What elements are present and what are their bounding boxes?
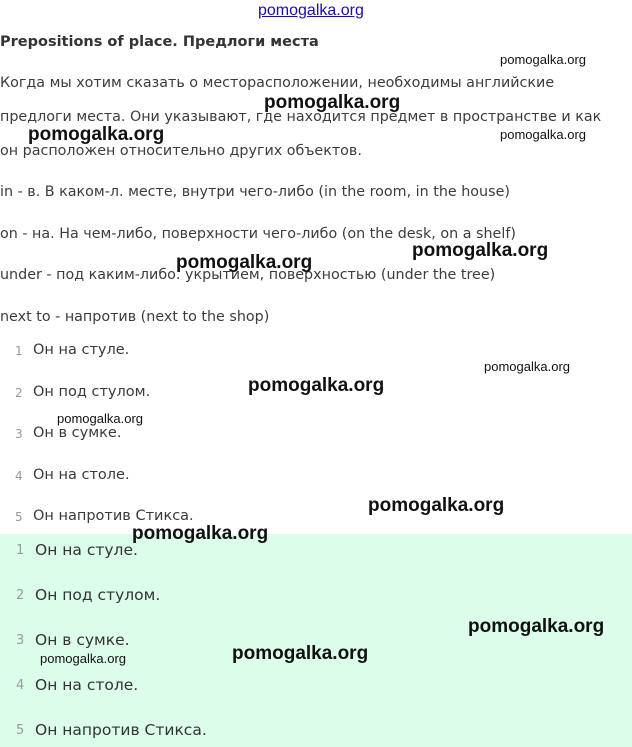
list-item-number: 1 xyxy=(15,344,23,358)
watermark: pomogalka.org xyxy=(264,92,401,113)
list-item: Он на стуле. xyxy=(35,541,138,559)
list-item-number: 4 xyxy=(16,678,25,693)
page-title: Prepositions of place. Предлоги места xyxy=(0,34,319,50)
list-item-number: 5 xyxy=(15,510,23,524)
watermark: pomogalka.org xyxy=(248,375,385,396)
watermark: pomogalka.org xyxy=(484,359,570,374)
watermark: pomogalka.org xyxy=(40,651,126,666)
list-item-number: 4 xyxy=(15,469,23,483)
rule-in: in - в. В каком-л. месте, внутри чего-либо (in the room, in the house) xyxy=(0,184,510,200)
watermark: pomogalka.org xyxy=(500,127,586,142)
list-item-number: 3 xyxy=(16,633,25,648)
intro-line-3: он расположен относительно других объектов. xyxy=(0,143,362,159)
intro-line-2: предлоги места. Они указывают, где находится предмет в пространстве и как xyxy=(0,109,602,125)
rule-on: on - на. На чем-либо, поверхности чего-либо (on the desk, on a shelf) xyxy=(0,226,516,242)
site-link[interactable]: pomogalka.org xyxy=(258,2,364,19)
list-item-number: 3 xyxy=(15,427,23,441)
watermark: pomogalka.org xyxy=(57,411,143,426)
watermark: pomogalka.org xyxy=(500,52,586,67)
list-item: Он напротив Стикса. xyxy=(35,721,207,739)
watermark: pomogalka.org xyxy=(176,252,313,273)
list-item: Он в сумке. xyxy=(35,631,130,649)
list-item: Он в сумке. xyxy=(33,425,122,441)
watermark: pomogalka.org xyxy=(28,124,165,145)
list-item-number: 2 xyxy=(15,386,23,400)
rule-under: under - под каким-либо. укрытием, поверхностью (under the tree) xyxy=(0,267,496,283)
watermark: pomogalka.org xyxy=(132,523,269,544)
list-item: Он на столе. xyxy=(33,467,130,483)
list-item-number: 5 xyxy=(16,723,25,738)
list-item: Он на стуле. xyxy=(33,342,130,358)
list-item-number: 2 xyxy=(16,588,25,603)
list-item-number: 1 xyxy=(16,543,25,558)
watermark: pomogalka.org xyxy=(368,495,505,516)
list-item: Он под стулом. xyxy=(33,384,151,400)
list-item: Он под стулом. xyxy=(35,586,161,604)
list-item: Он на столе. xyxy=(35,676,139,694)
list-item: Он напротив Стикса. xyxy=(33,508,194,524)
rule-next-to: next to - напротив (next to the shop) xyxy=(0,309,270,325)
watermark: pomogalka.org xyxy=(468,616,605,637)
watermark: pomogalka.org xyxy=(232,643,369,664)
watermark: pomogalka.org xyxy=(412,240,549,261)
intro-line-1: Когда мы хотим сказать о месторасположении, необходимы английские xyxy=(0,75,555,91)
